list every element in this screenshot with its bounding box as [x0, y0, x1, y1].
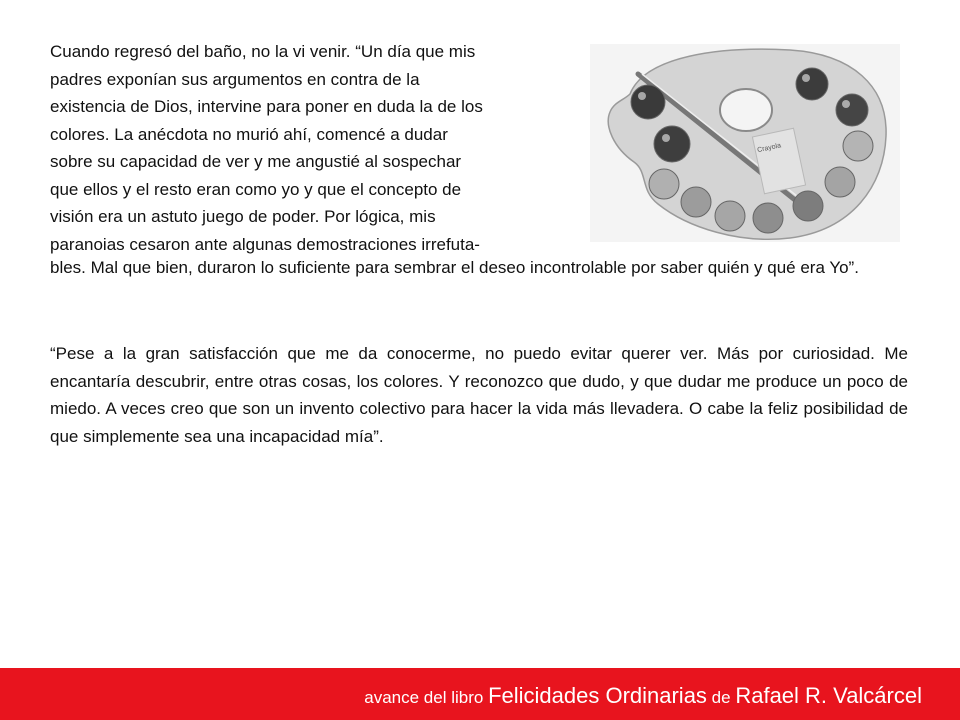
- text-line: padres exponían sus argumentos en contra de la: [50, 69, 420, 89]
- footer-credit: [364, 683, 922, 709]
- author-name: Rafael R. Valcárcel: [735, 683, 922, 708]
- paint-palette-image: [590, 44, 900, 242]
- text-line: que ellos y el resto eran como yo y que el concepto de: [50, 179, 462, 199]
- paragraph-1-top: [50, 38, 574, 258]
- text-line: colores. La anécdota no murió ahí, comencé a dudar: [50, 124, 448, 144]
- footer-prefix: avance del libro: [364, 688, 484, 707]
- label-text: Crayola: [756, 142, 782, 155]
- text-line: paranoias cesaron ante algunas demostraciones irrefuta-: [50, 234, 480, 254]
- text-line: existencia de Dios, intervine para poner en duda la de los: [50, 97, 483, 116]
- thumb-hole: [720, 89, 772, 131]
- footer-band: [0, 668, 960, 720]
- footer-connector: de: [711, 688, 731, 707]
- text-line: Cuando regresó del baño, no la vi venir. “Un día que mis: [50, 42, 476, 61]
- text-line: visión era un astuto juego de poder. Por lógica, mis: [50, 207, 436, 226]
- paragraph-1-continuation: bles. Mal que bien, duraron lo suficiente para sembrar el deseo incontrolable por saber quién y qué era Yo”.: [50, 258, 859, 277]
- text-line: sobre su capacidad de ver y me angustié al sospechar: [50, 152, 462, 171]
- book-title: Felicidades Ordinarias: [488, 683, 707, 708]
- paragraph-2: “Pese a la gran satisfacción que me da conocerme, no puedo evitar querer ver. Más por curiosidad. Me encantaría descubrir, entre otras cosas, los colores. Y reconozco que dudo, y que dudar me produce un poco de miedo. A veces creo que son un invento colectivo para hacer la vida más llevadera. O cabe la feliz posibilidad de que simplemente sea una incapacidad mía”.: [50, 344, 908, 446]
